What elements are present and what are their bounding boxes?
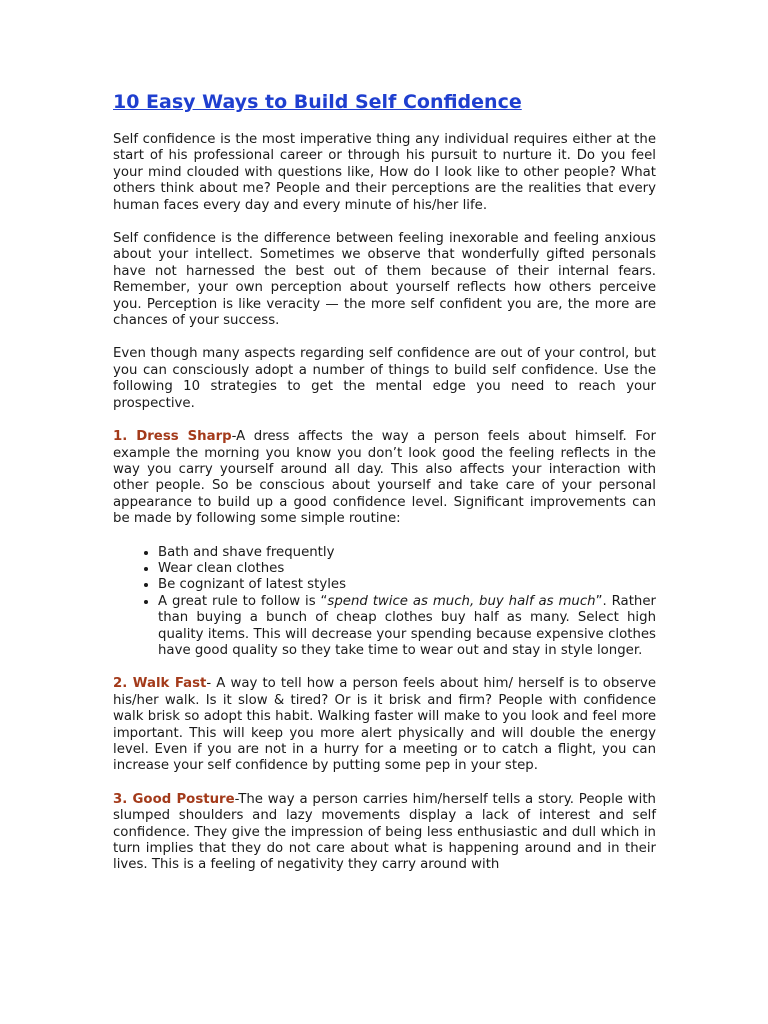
intro-paragraph-3: Even though many aspects regarding self confidence are out of your control, but you can consciously adopt a number of things to build self confidence. Use the following 10 strategies to get the mental edge you need to reach your prospective.	[113, 346, 656, 411]
section-heading-good-posture: 3. Good Posture	[113, 791, 235, 807]
section-text-good-posture: -The way a person carries him/herself tells a story. People with slumped shoulders and lazy movements display a lack of interest and self confidence. They give the impression of being less enthusiastic and dull which in turn implies that they do not care about what is happening around and in their lives. This is a feeling of negativity they carry around with	[113, 791, 656, 873]
section-text-walk-fast: - A way to tell how a person feels about him/ herself is to observe his/her walk. Is it slow & tired? Or is it brisk and firm? People with confidence walk brisk so adopt this habit. Walking faster will make to you look and feel more important. This will keep you more alert physically and will double the energy level. Even if you are not in a hurry for a meeting or to catch a flight, you can increase your self confidence by putting some pep in your step.	[113, 676, 656, 774]
document-page	[113, 88, 656, 891]
dress-tips-list	[113, 545, 656, 660]
intro-paragraph-2: Self confidence is the difference between feeling inexorable and feeling anxious about your intellect. Sometimes we observe that wonderfully gifted personals have not harnessed the best out of them because of their internal fears. Remember, your own perception about yourself reflects how others perceive you. Perception is like veracity — the more self confident you are, the more are chances of your success.	[113, 231, 656, 329]
page-title	[113, 88, 656, 116]
section-good-posture	[113, 792, 656, 874]
list-item: • Bath and shave frequently	[158, 545, 656, 561]
bullet-suffix: ”. Rather than buying a bunch of cheap clothes buy half as many. Select high quality items. This will decrease your spending because expensive clothes have good quality so they take time to wear out and stay in style longer.	[158, 593, 656, 658]
section-walk-fast	[113, 676, 656, 774]
list-item: • Wear clean clothes	[158, 561, 656, 577]
bullet-quote: spend twice as much, buy half as much	[327, 593, 596, 609]
list-item	[158, 594, 656, 660]
intro-paragraph-1: Self confidence is the most imperative thing any individual requires either at the start of his professional career or through his pursuit to nurture it. Do you feel your mind clouded with questions like, How do I look like to other people? What others think about me? People and their perceptions are the realities that every human faces every day and every minute of his/her life.	[113, 132, 656, 213]
section-heading-dress-sharp: 1. Dress Sharp	[113, 429, 232, 445]
bullet-prefix: A great rule to follow is “	[158, 593, 328, 609]
section-dress-sharp	[113, 429, 656, 527]
title-link[interactable]: 10 Easy Ways to Build Self Confidence	[113, 91, 522, 113]
section-heading-walk-fast: 2. Walk Fast	[113, 676, 207, 692]
section-text-dress-sharp: -A dress affects the way a person feels about himself. For example the morning you know you don’t look good the feeling reflects in the way you carry yourself around all day. This also affects your interaction with other people. So be conscious about yourself and take care of your personal appearance to build up a good confidence level. Significant improvements can be made by following some simple routine:	[113, 429, 656, 527]
list-item: • Be cognizant of latest styles	[158, 577, 656, 593]
